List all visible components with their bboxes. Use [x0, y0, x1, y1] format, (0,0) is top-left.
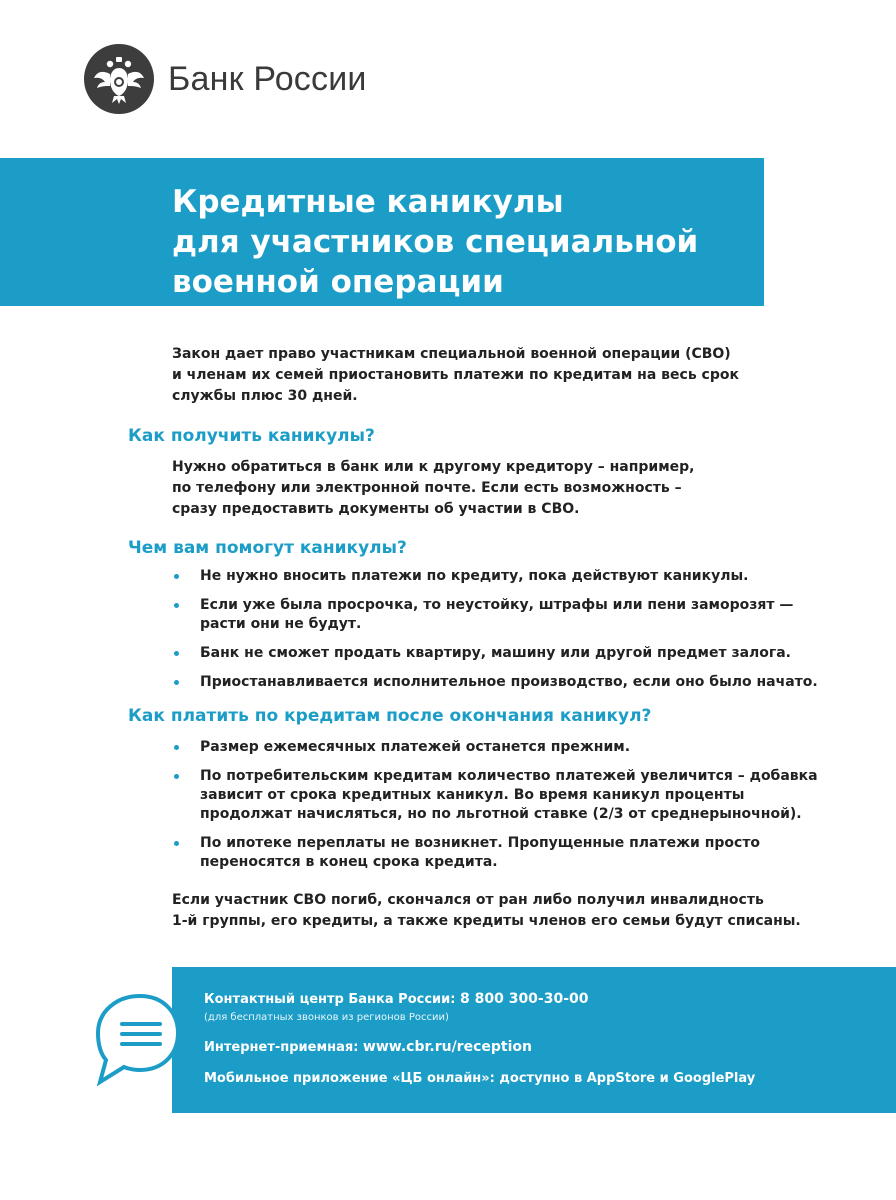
section-paragraph: [172, 457, 694, 520]
contact-center-note: (для бесплатных звонков из регионов России): [204, 1012, 449, 1023]
list-item: [172, 644, 818, 663]
text-line: Не нужно вносить платежи по кредиту, пока действуют каникулы.: [200, 568, 749, 584]
list-item: [172, 673, 818, 692]
section-heading: Чем вам помогут каникулы?: [128, 538, 407, 558]
title-line: Кредитные каникулы: [172, 184, 564, 220]
reception-link[interactable]: www.cbr.ru/reception: [362, 1039, 532, 1055]
brand-name: Банк России: [168, 59, 367, 98]
title-line: военной операции: [172, 264, 504, 300]
emblem-icon: [84, 44, 154, 114]
contact-center-line: [204, 991, 589, 1007]
app-line: Мобильное приложение «ЦБ онлайн»: доступно в AppStore и GooglePlay: [204, 1071, 756, 1086]
section-heading: Как платить по кредитам после окончания каникул?: [128, 706, 652, 726]
list-item: [172, 738, 818, 757]
closing-paragraph: [172, 890, 801, 932]
text-line: по телефону или электронной почте. Если есть возможность –: [172, 480, 682, 496]
text-line: По потребительским кредитам количество платежей увеличится – добавка: [200, 768, 818, 784]
text-line: службы плюс 30 дней.: [172, 388, 358, 404]
bullet-list: [172, 738, 818, 882]
logo: [84, 44, 367, 114]
page-title: [172, 182, 698, 302]
text-line: Банк не сможет продать квартиру, машину или другой предмет залога.: [200, 645, 792, 661]
list-item: [172, 567, 818, 586]
reception-line: [204, 1039, 532, 1055]
list-item: [172, 767, 818, 824]
list-item: [172, 596, 818, 634]
contact-center-label: Контактный центр Банка России:: [204, 992, 460, 1007]
text-line: Размер ежемесячных платежей останется прежним.: [200, 739, 631, 755]
chat-bubble-icon: [92, 990, 182, 1090]
text-line: зависит от срока кредитных каникул. Во время каникул проценты: [200, 787, 745, 803]
list-item: [172, 834, 818, 872]
text-line: 1-й группы, его кредиты, а также кредиты членов его семьи будут списаны.: [172, 913, 801, 929]
intro-paragraph: [172, 344, 739, 407]
text-line: и членам их семей приостановить платежи по кредитам на весь срок: [172, 367, 739, 383]
text-line: По ипотеке переплаты не возникнет. Пропущенные платежи просто: [200, 835, 761, 851]
text-line: расти они не будут.: [200, 616, 362, 632]
title-banner: [0, 158, 764, 306]
text-line: переносятся в конец срока кредита.: [200, 854, 498, 870]
text-line: Приостанавливается исполнительное производство, если оно было начато.: [200, 674, 818, 690]
reception-label: Интернет-приемная:: [204, 1040, 363, 1055]
text-line: Если уже была просрочка, то неустойку, штрафы или пени заморозят —: [200, 597, 794, 613]
title-line: для участников специальной: [172, 224, 699, 260]
text-line: Закон дает право участникам специальной военной операции (СВО): [172, 346, 731, 362]
text-line: Если участник СВО погиб, скончался от ран либо получил инвалидность: [172, 892, 764, 908]
section-heading: Как получить каникулы?: [128, 426, 375, 446]
bullet-list: [172, 567, 818, 702]
text-line: Нужно обратиться в банк или к другому кредитору – например,: [172, 459, 695, 475]
text-line: сразу предоставить документы об участии в СВО.: [172, 501, 580, 517]
contact-phone[interactable]: 8 800 300-30-00: [459, 991, 589, 1007]
text-line: продолжат начисляться, но по льготной ставке (2/3 от среднерыночной).: [200, 806, 802, 822]
